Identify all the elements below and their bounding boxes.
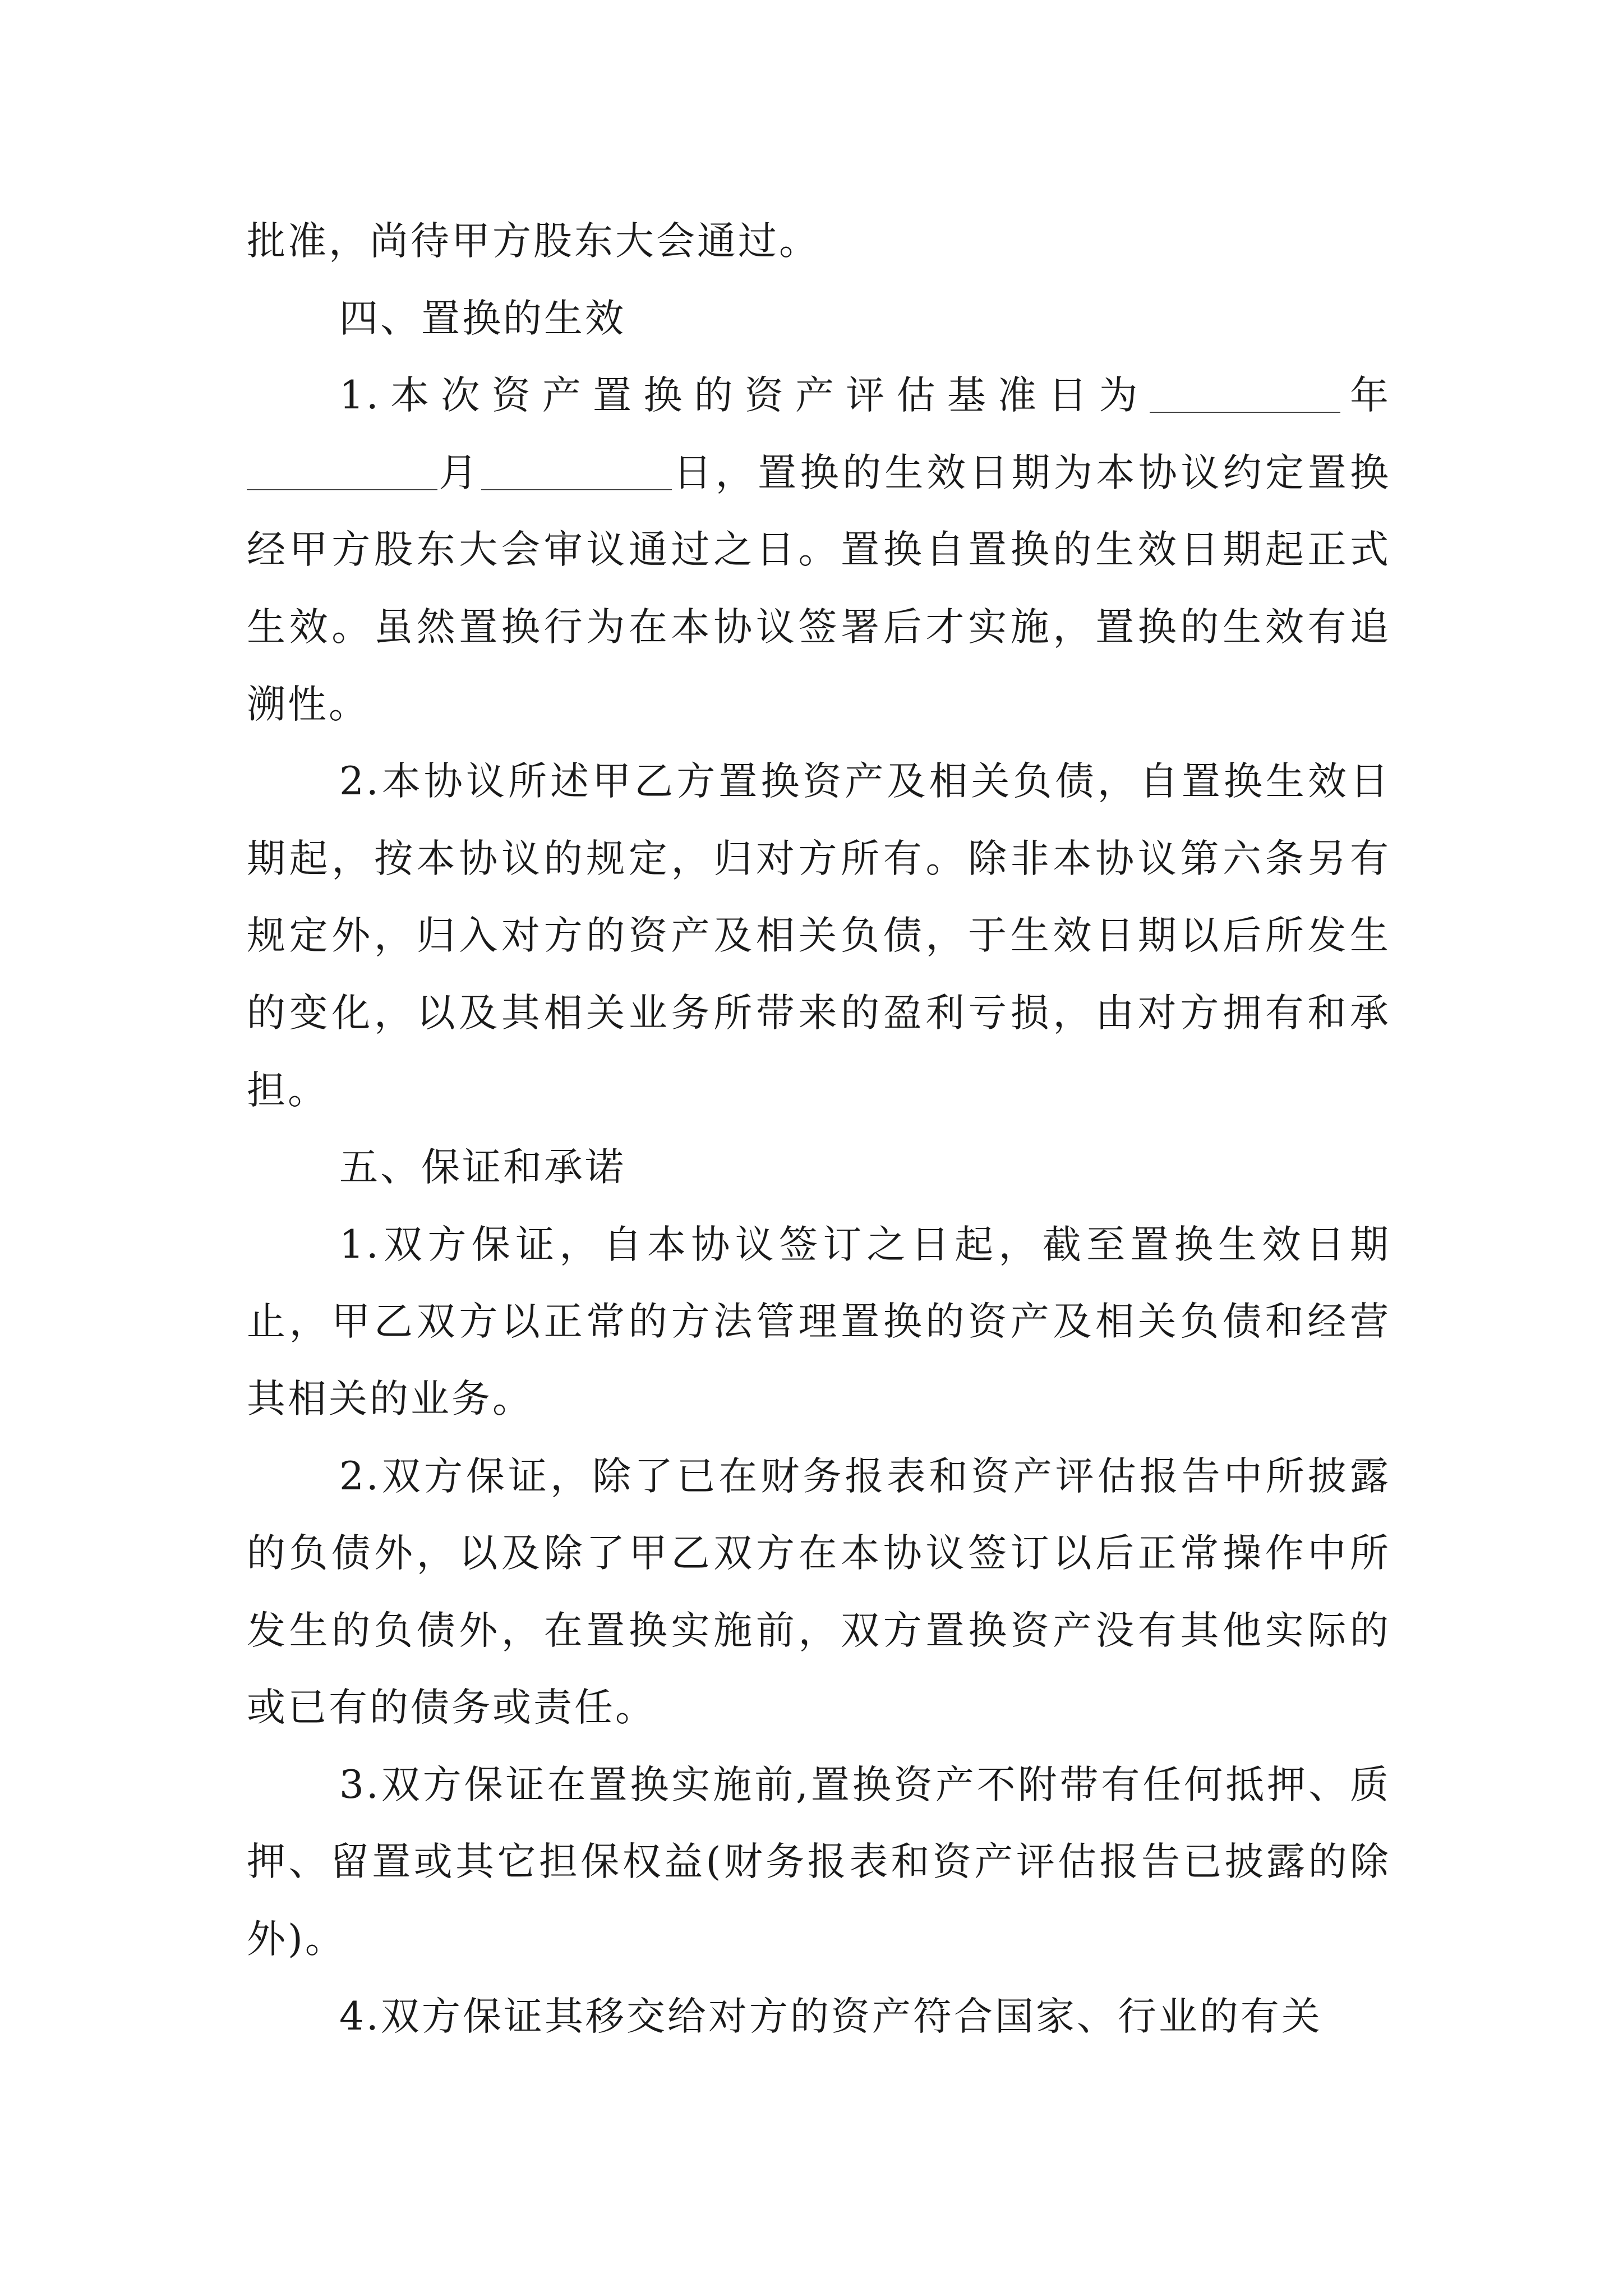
section-4-item-1-text-b: 日，置换的生效日期为本协议约定置换经甲方股东大会审议通过之日。置换自置换的生效日期起正式生效。虽然置换行为在本协议签署后才实施，置换的生效有追溯性。 bbox=[247, 450, 1391, 727]
document-body bbox=[247, 203, 1391, 2055]
section-4-item-1-text-a: 1.本次资产置换的资产评估基准日为 bbox=[339, 373, 1150, 418]
section-4-item-2: 2.本协议所述甲乙方置换资产及相关负债，自置换生效日期起，按本协议的规定，归对方所有。除非本协议第六条另有规定外，归入对方的资产及相关负债，于生效日期以后所发生的变化，以及其相关业务所带来的盈利亏损，由对方拥有和承担。 bbox=[247, 759, 1391, 1113]
section-5-item-3: 3.双方保证在置换实施前,置换资产不附带有任何抵押、质押、留置或其它担保权益(财务报表和资产评估报告已披露的除外)。 bbox=[247, 1762, 1391, 1962]
section-5-item-4: 4.双方保证其移交给对方的资产符合国家、行业的有关 bbox=[339, 1994, 1322, 2039]
month-fill-blank bbox=[481, 450, 672, 490]
section-4-heading: 四、置换的生效 bbox=[339, 296, 626, 341]
section-4-item-1 bbox=[247, 357, 1391, 743]
section-5-item-1: 1.双方保证，自本协议签订之日起，截至置换生效日期止，甲乙双方以正常的方法管理置换的资产及相关负债和经营其相关的业务。 bbox=[247, 1222, 1391, 1421]
intro-tail-paragraph: 批准，尚待甲方股东大会通过。 bbox=[247, 219, 820, 264]
section-5-item-2: 2.双方保证，除了已在财务报表和资产评估报告中所披露的负债外，以及除了甲乙双方在本协议签订以后正常操作中所发生的负债外，在置换实施前，双方置换资产没有其他实际的或已有的债务或责任。 bbox=[247, 1453, 1391, 1731]
section-5-heading: 五、保证和承诺 bbox=[339, 1145, 626, 1190]
month-label: 月 bbox=[437, 450, 481, 495]
year-fill-blank bbox=[247, 450, 437, 490]
year-blank bbox=[1150, 373, 1340, 413]
year-label: 年 bbox=[1340, 373, 1391, 418]
